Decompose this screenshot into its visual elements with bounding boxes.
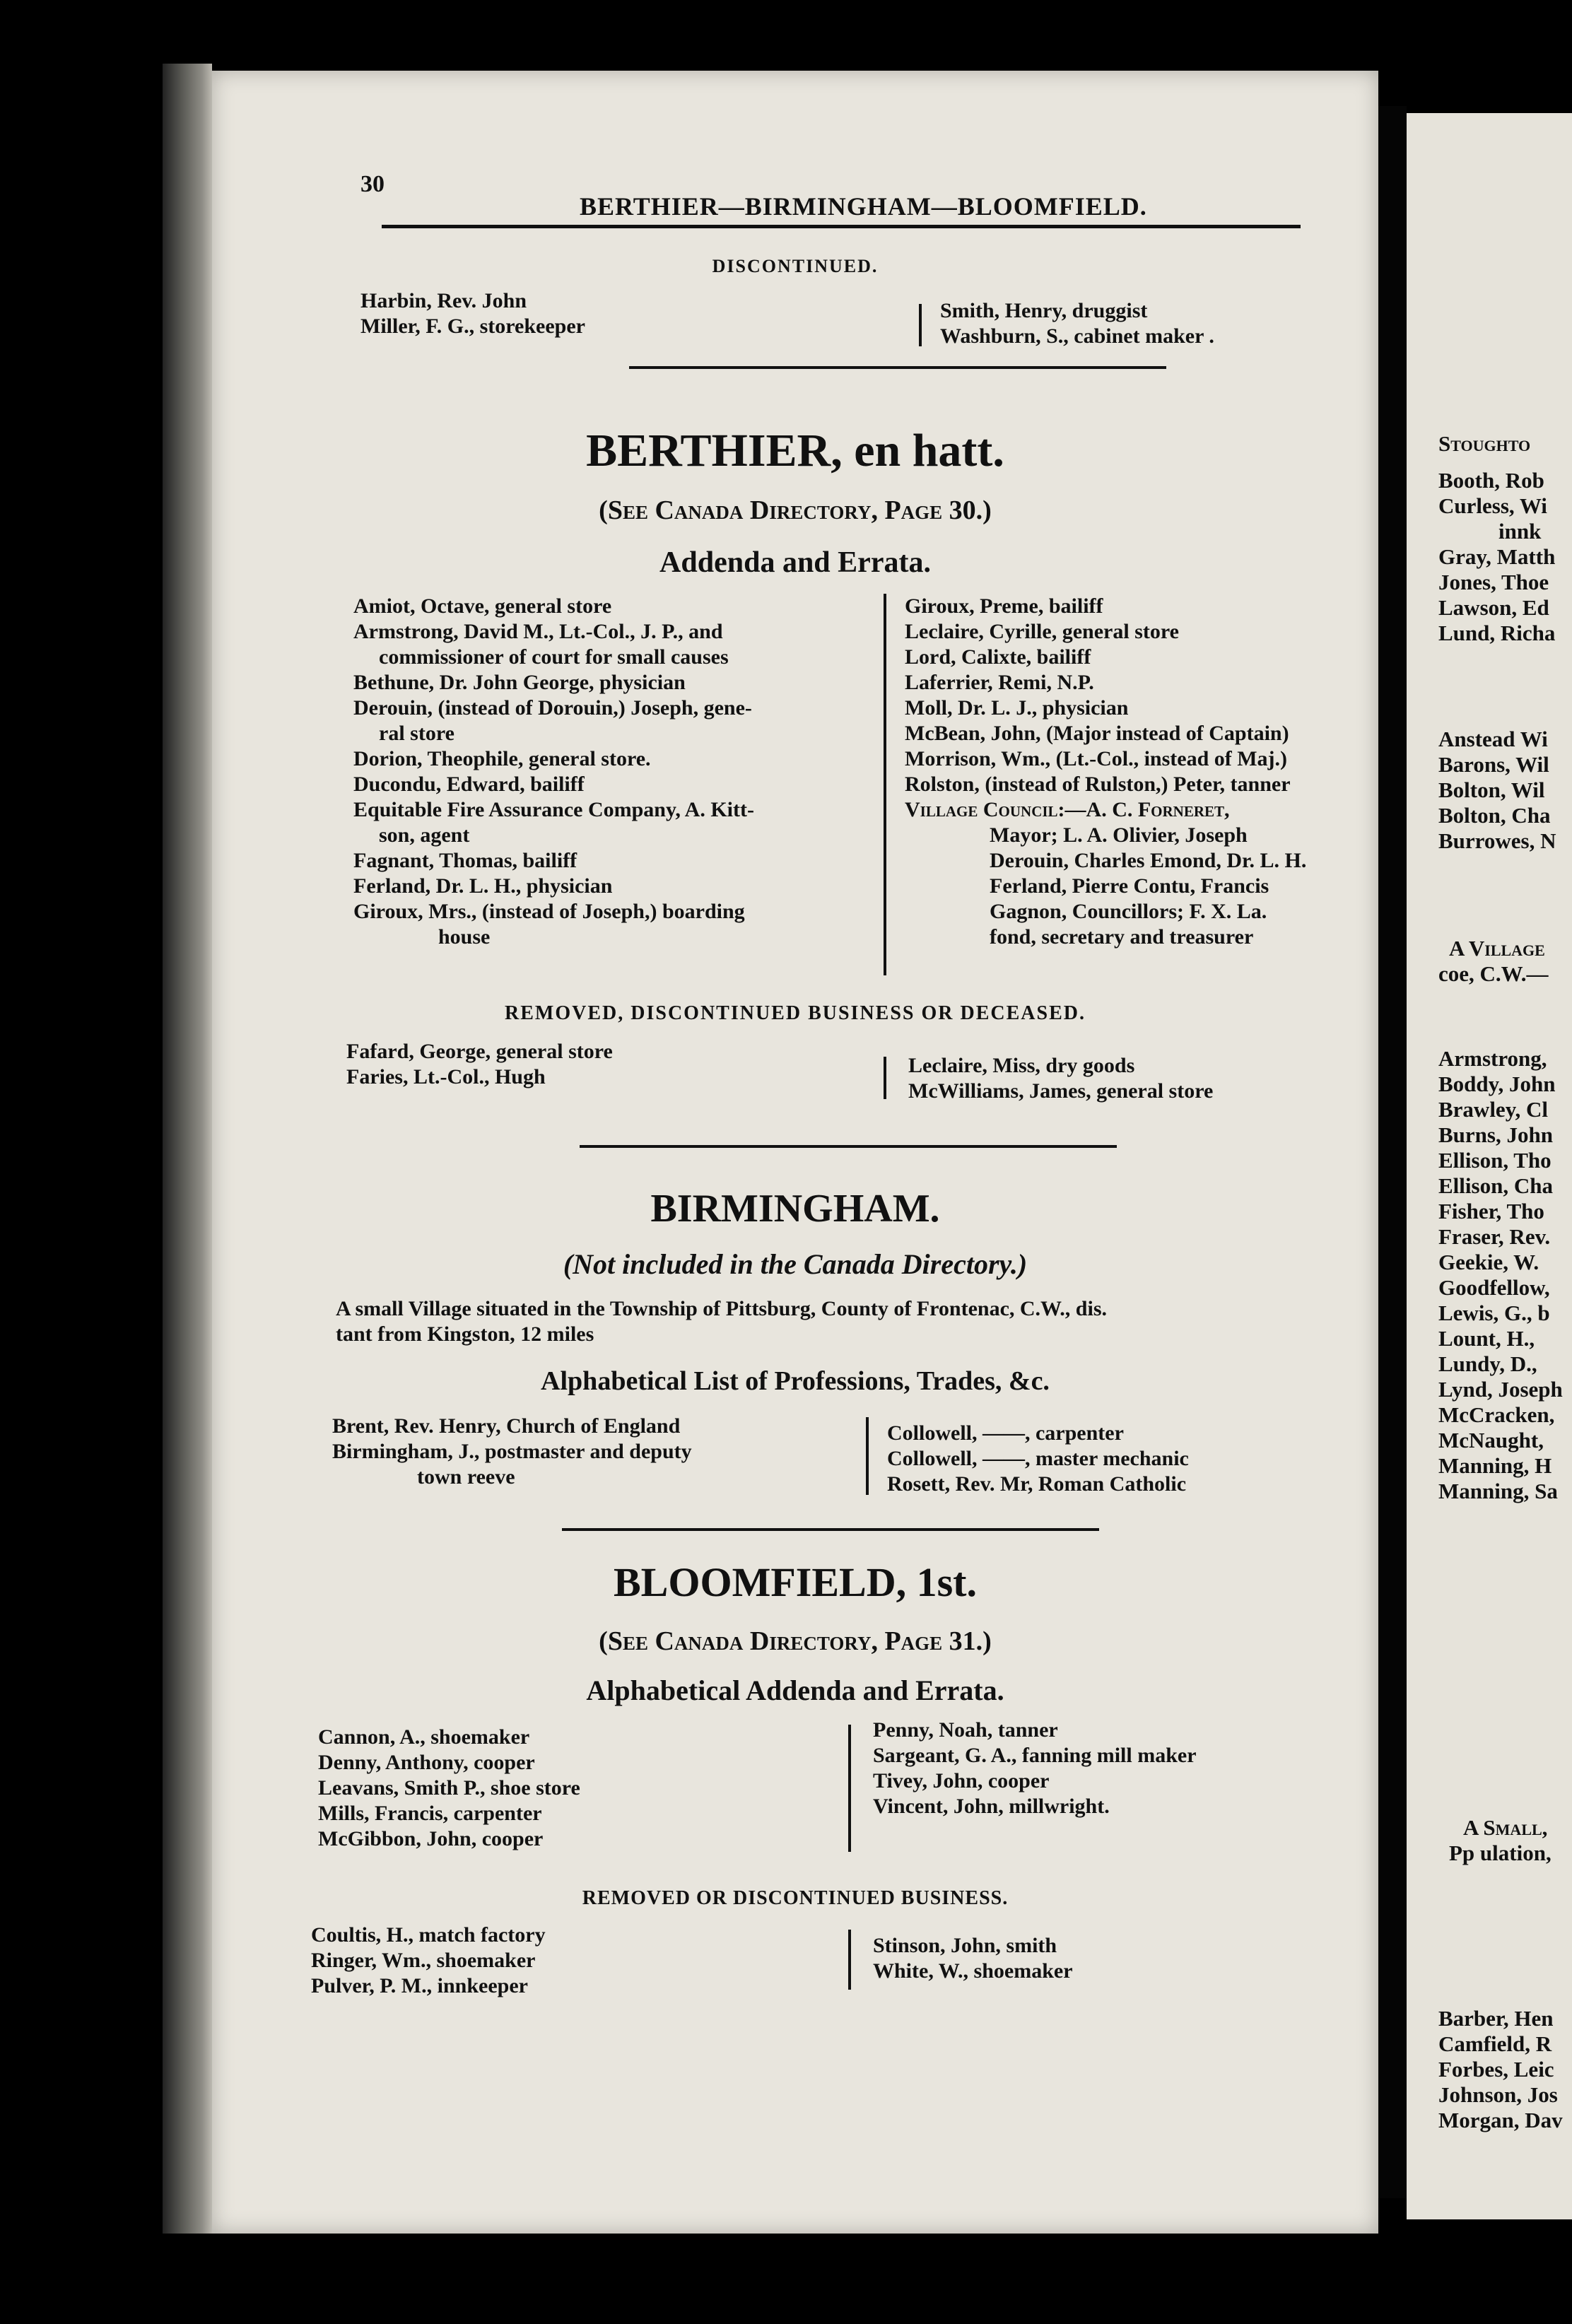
discontinued-heading: DISCONTINUED. [712, 256, 879, 276]
fragment-line: Stoughto [1438, 431, 1531, 456]
fragment-line: Ellison, Tho [1438, 1148, 1552, 1173]
list-item: Ferland, Dr. L. H., physician [353, 874, 613, 898]
fragment-line: Ellison, Cha [1438, 1173, 1553, 1198]
fragment-line: McCracken, [1438, 1402, 1555, 1427]
list-item: Leclaire, Miss, dry goods [908, 1054, 1135, 1077]
list-item: Derouin, (instead of Dorouin,) Joseph, gene- [353, 696, 752, 720]
fragment-line: Morgan, Dav [1438, 2108, 1563, 2132]
list-item-continuation: house [438, 925, 491, 949]
column-divider [884, 1057, 886, 1099]
birmingham-right-list [887, 1421, 1189, 1497]
fragment-line: Lund, Richa [1438, 621, 1556, 645]
list-item: Fafard, George, general store [346, 1040, 613, 1063]
berthier-right-list [905, 594, 1306, 950]
list-item: Equitable Fire Assurance Company, A. Kitt- [353, 798, 754, 821]
list-item: Collowell, ——, master mechanic [887, 1447, 1189, 1470]
fragment-line: Goodfellow, [1438, 1275, 1550, 1300]
fragment-line: Manning, H [1438, 1453, 1552, 1478]
list-item: Fagnant, Thomas, bailiff [353, 849, 577, 872]
fragment-line: Lewis, G., b [1438, 1301, 1550, 1325]
list-item: Lord, Calixte, bailiff [905, 645, 1091, 669]
bloomfield-left-list [318, 1725, 580, 1852]
birmingham-list-heading: Alphabetical List of Professions, Trades, &c. [541, 1366, 1050, 1396]
list-item: Giroux, Mrs., (instead of Joseph,) boarding [353, 900, 745, 923]
fragment-line: Pp ulation, [1449, 1841, 1552, 1865]
list-item-continuation: town reeve [417, 1465, 515, 1489]
list-item: McBean, John, (Major instead of Captain) [905, 722, 1289, 745]
birmingham-left-list [332, 1414, 692, 1490]
bloomfield-directory-ref: (See Canada Directory, Page 31.) [599, 1626, 992, 1656]
section-rule [580, 1145, 1117, 1148]
list-item: Leclaire, Cyrille, general store [905, 620, 1179, 643]
fragment-line: innk [1498, 519, 1542, 544]
list-item: Armstrong, David M., Lt.-Col., J. P., and [353, 620, 723, 643]
fragment-line: Geekie, W. [1438, 1250, 1539, 1274]
berthier-removed-right-list [908, 1053, 1213, 1104]
fragment-line: Curless, Wi [1438, 493, 1547, 518]
list-item: Sargeant, G. A., fanning mill maker [873, 1744, 1197, 1767]
list-item: Morrison, Wm., (Lt.-Col., instead of Maj.) [905, 747, 1288, 770]
list-item: Moll, Dr. L. J., physician [905, 696, 1129, 720]
fragment-line: Booth, Rob [1438, 468, 1544, 493]
list-item: McGibbon, John, cooper [318, 1827, 544, 1850]
column-divider [866, 1417, 869, 1495]
list-item: Penny, Noah, tanner [873, 1718, 1058, 1742]
list-item: Giroux, Preme, bailiff [905, 594, 1103, 618]
fragment-line: Jones, Thoe [1438, 570, 1549, 594]
list-item-continuation: Gagnon, Councillors; F. X. La. [990, 900, 1267, 923]
berthier-removed-heading: REMOVED, DISCONTINUED BUSINESS OR DECEASED. [505, 1002, 1086, 1024]
fragment-line: Lynd, Joseph [1438, 1377, 1563, 1402]
directory-page [212, 71, 1378, 2234]
list-item: Smith, Henry, druggist [940, 299, 1148, 322]
list-item: Tivey, John, cooper [873, 1769, 1050, 1792]
fragment-line: Brawley, Cl [1438, 1097, 1548, 1122]
list-item: Collowell, ——, carpenter [887, 1421, 1124, 1445]
list-item: Vincent, John, millwright. [873, 1795, 1110, 1818]
fragment-line: Gray, Matth [1438, 544, 1556, 569]
fragment-line: Lundy, D., [1438, 1351, 1537, 1376]
adjacent-page-fragment [1407, 113, 1572, 2219]
list-item: Rosett, Rev. Mr, Roman Catholic [887, 1472, 1187, 1496]
bloomfield-removed-heading: REMOVED OR DISCONTINUED BUSINESS. [582, 1887, 1009, 1909]
section-rule [629, 366, 1166, 369]
bloomfield-title: BLOOMFIELD, 1st. [614, 1559, 977, 1605]
village-council-entry: Village Council:—A. C. Forneret, [905, 798, 1230, 821]
list-item: Birmingham, J., postmaster and deputy [332, 1440, 692, 1463]
fragment-line: A Village [1449, 936, 1545, 961]
list-item: Harbin, Rev. John [360, 289, 527, 312]
list-item: Brent, Rev. Henry, Church of England [332, 1414, 681, 1438]
list-item: Mills, Francis, carpenter [318, 1802, 542, 1825]
list-item: Miller, F. G., storekeeper [360, 315, 585, 338]
list-item: Laferrier, Remi, N.P. [905, 671, 1094, 694]
fragment-line: coe, C.W.— [1438, 961, 1549, 986]
list-item: Faries, Lt.-Col., Hugh [346, 1065, 546, 1088]
berthier-title: BERTHIER, en hatt. [586, 425, 1004, 476]
fragment-line: A Small, [1463, 1815, 1548, 1840]
fragment-line: Burns, John [1438, 1122, 1553, 1147]
header-rule [382, 225, 1301, 228]
berthier-directory-ref: (See Canada Directory, Page 30.) [599, 495, 992, 525]
list-item-continuation: commissioner of court for small causes [379, 645, 729, 669]
list-item-continuation: ral store [379, 722, 454, 745]
fragment-line: Manning, Sa [1438, 1479, 1558, 1503]
bloomfield-right-list [873, 1718, 1197, 1819]
fragment-line: Forbes, Leic [1438, 2057, 1554, 2082]
birmingham-directory-ref: (Not included in the Canada Directory.) [563, 1248, 1028, 1280]
bloomfield-removed-right-list [873, 1933, 1073, 1984]
list-item: Cannon, A., shoemaker [318, 1725, 530, 1749]
list-item: Coultis, H., match factory [311, 1923, 546, 1947]
list-item: Bethune, Dr. John George, physician [353, 671, 686, 694]
fragment-line: Fisher, Tho [1438, 1199, 1544, 1223]
book-spine-edge [163, 64, 212, 2234]
berthier-addenda-heading: Addenda and Errata. [659, 546, 931, 579]
list-item: Pulver, P. M., innkeeper [311, 1974, 528, 1997]
discontinued-right-list [940, 298, 1214, 349]
fragment-line: Lawson, Ed [1438, 595, 1549, 620]
list-item: Stinson, John, smith [873, 1934, 1057, 1957]
list-item: Ducondu, Edward, bailiff [353, 773, 585, 796]
bloomfield-addenda-heading: Alphabetical Addenda and Errata. [586, 1674, 1004, 1706]
list-item: Dorion, Theophile, general store. [353, 747, 651, 770]
birmingham-title: BIRMINGHAM. [650, 1187, 940, 1231]
fragment-line: Boddy, John [1438, 1072, 1556, 1096]
fragment-line: Barber, Hen [1438, 2006, 1554, 2031]
column-divider [884, 594, 886, 975]
fragment-line: Bolton, Wil [1438, 777, 1545, 802]
list-item-continuation: Mayor; L. A. Olivier, Joseph [990, 823, 1248, 847]
book-gutter [1378, 106, 1407, 2198]
list-item: White, W., shoemaker [873, 1959, 1073, 1983]
birmingham-description-cont: tant from Kingston, 12 miles [336, 1322, 594, 1346]
berthier-removed-left-list [346, 1039, 613, 1090]
berthier-left-list [353, 594, 754, 950]
section-rule [562, 1528, 1099, 1531]
list-item-continuation: son, agent [379, 823, 470, 847]
fragment-line: Anstead Wi [1438, 727, 1548, 751]
fragment-line: Armstrong, [1438, 1046, 1547, 1071]
running-header: BERTHIER—BIRMINGHAM—BLOOMFIELD. [580, 192, 1147, 221]
list-item: Amiot, Octave, general store [353, 594, 612, 618]
list-item: Denny, Anthony, cooper [318, 1751, 535, 1774]
list-item: McWilliams, James, general store [908, 1079, 1214, 1103]
fragment-line: Johnson, Jos [1438, 2082, 1558, 2107]
fragment-line: Camfield, R [1438, 2031, 1552, 2056]
list-item: Leavans, Smith P., shoe store [318, 1776, 580, 1800]
fragment-line: Burrowes, N [1438, 828, 1556, 853]
list-item-continuation: Ferland, Pierre Contu, Francis [990, 874, 1269, 898]
birmingham-description: A small Village situated in the Township of Pittsburg, County of Frontenac, C.W., dis. [336, 1297, 1108, 1320]
bloomfield-removed-left-list [311, 1923, 546, 1999]
discontinued-left-list [360, 288, 585, 339]
list-item: Ringer, Wm., shoemaker [311, 1949, 536, 1972]
list-item: Washburn, S., cabinet maker . [940, 324, 1214, 348]
page-number: 30 [360, 171, 385, 197]
fragment-line: McNaught, [1438, 1428, 1544, 1452]
fragment-line: Barons, Wil [1438, 752, 1549, 777]
list-item-continuation: Derouin, Charles Emond, Dr. L. H. [990, 849, 1307, 872]
list-item-continuation: fond, secretary and treasurer [990, 925, 1254, 949]
column-divider [848, 1725, 851, 1852]
fragment-line: Lount, H., [1438, 1326, 1535, 1351]
fragment-line: Fraser, Rev. [1438, 1224, 1551, 1249]
column-divider [848, 1930, 851, 1990]
fragment-line: Bolton, Cha [1438, 803, 1551, 828]
column-divider [919, 304, 922, 346]
list-item: Rolston, (instead of Rulston,) Peter, tanner [905, 773, 1291, 796]
